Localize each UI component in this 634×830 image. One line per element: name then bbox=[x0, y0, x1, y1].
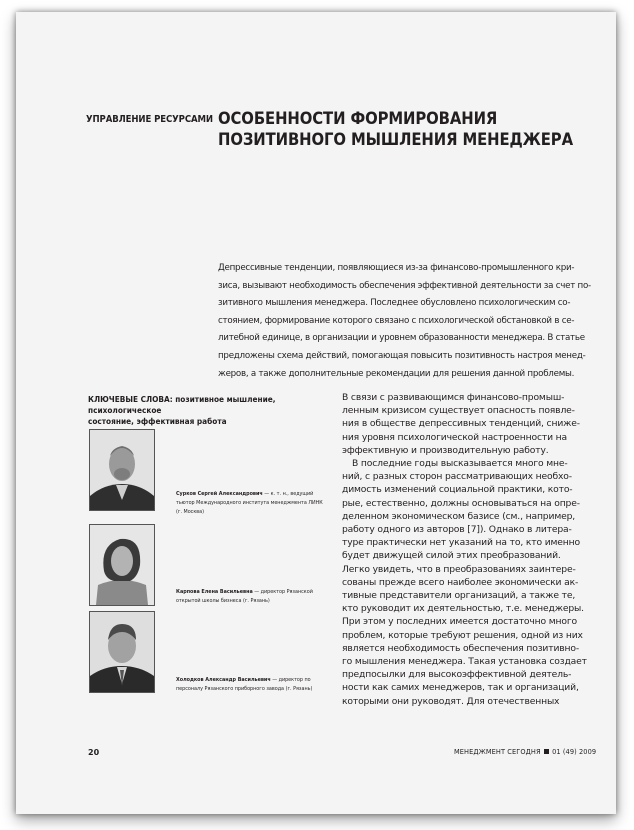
section-label: УПРАВЛЕНИЕ РЕСУРСАМИ bbox=[86, 114, 213, 125]
author-photo bbox=[89, 611, 155, 693]
abstract-line: литебной единице, в организации и уровнем образованности менеджера. В статье bbox=[218, 333, 585, 344]
body-line: Легко увидеть, что в преобразованиях заинтере- bbox=[342, 563, 576, 575]
body-line: работу одного из авторов [7]). Однако в литера- bbox=[342, 524, 572, 536]
author-name: Сурков Сергей Александрович bbox=[176, 491, 263, 497]
author-desc-line: открытой школы бизнеса (г. Рязань) bbox=[176, 598, 270, 604]
author-name: Карпова Елена Васильевна bbox=[176, 589, 253, 595]
author-photo bbox=[89, 524, 155, 606]
title-line: ПОЗИТИВНОГО МЫШЛЕНИЯ МЕНЕДЖЕРА bbox=[218, 130, 573, 149]
body-line: сованы прежде всего наиболее экономически ак- bbox=[342, 576, 579, 588]
journal-page bbox=[16, 12, 616, 814]
author-portrait-icon bbox=[90, 612, 154, 692]
body-line: которыми они руководят. Для отечественных bbox=[342, 695, 560, 707]
journal-name: МЕНЕДЖМЕНТ СЕГОДНЯ bbox=[454, 748, 541, 756]
body-line: го мышления менеджера. Такая установка создает bbox=[342, 656, 587, 668]
body-line: проблем, которые требуют решения, одной из них bbox=[342, 629, 583, 641]
body-line: тивные представители организаций, а также те, bbox=[342, 590, 576, 602]
author-info bbox=[176, 676, 346, 694]
author-desc-line: — директор по bbox=[270, 677, 311, 683]
author-desc-line: — к. т. н., ведущий bbox=[262, 491, 314, 497]
body-line: кто руководит их деятельностью, т.е. менеджеры. bbox=[342, 603, 584, 615]
abstract-line: предложены схема действий, помогающая повысить позитивность настроя менед- bbox=[218, 350, 586, 361]
journal-issue: 01 (49) 2009 bbox=[552, 748, 597, 756]
abstract bbox=[218, 260, 606, 383]
keywords bbox=[88, 394, 338, 427]
body-line: деленном экономическом базисе (см., например, bbox=[342, 510, 576, 522]
author-desc-line: тьютор Международного института менеджмента ЛИНК bbox=[176, 500, 323, 506]
abstract-line: стоянием, формирование которого связано с психологической обстановкой в се- bbox=[218, 315, 575, 326]
author-desc-line: — директор Рязанской bbox=[252, 589, 313, 595]
author-desc-line: персоналу Рязанского приборного завода (г. Рязань) bbox=[176, 686, 313, 692]
body-line: предпосылки для высокоэффективной деятель- bbox=[342, 669, 572, 681]
page-number: 20 bbox=[88, 748, 100, 757]
keywords-line: состояние, эффективная работа bbox=[88, 416, 227, 426]
author-info bbox=[176, 490, 346, 517]
author-portrait-icon bbox=[90, 430, 154, 510]
author-info bbox=[176, 588, 346, 606]
title-line: ОСОБЕННОСТИ ФОРМИРОВАНИЯ bbox=[218, 109, 498, 128]
body-line: В последние годы высказывается много мне- bbox=[352, 458, 568, 470]
body-line: димость изменений социальной практики, кото- bbox=[342, 484, 573, 496]
author-photo bbox=[89, 429, 155, 511]
body-line: ний, с разных сторон рассматривающих необхо- bbox=[342, 471, 572, 483]
body-line: ленным кризисом существует опасность появле- bbox=[342, 405, 575, 417]
journal-footer bbox=[454, 748, 596, 756]
article-body bbox=[342, 391, 604, 708]
body-line: ния уровня психологической настроенности на bbox=[342, 431, 568, 443]
body-line: ния в обществе депрессивных тенденций, сниже- bbox=[342, 418, 580, 430]
author-portrait-icon bbox=[90, 525, 154, 605]
body-line: При этом у последних имеется достаточно много bbox=[342, 616, 578, 628]
author-name: Холодков Александр Васильевич bbox=[176, 677, 271, 683]
body-line: является необходимость обеспечения позитивно- bbox=[342, 642, 580, 654]
body-line: эффективную и производительную работу. bbox=[342, 444, 549, 456]
keywords-line: КЛЮЧЕВЫЕ СЛОВА: позитивное мышление, психологическое bbox=[88, 394, 276, 415]
author-desc-line: (г. Москва) bbox=[176, 509, 204, 515]
abstract-line: зитивного мышления менеджера. Последнее обусловлено психологическим со- bbox=[218, 298, 571, 309]
abstract-line: Депрессивные тенденции, появляющиеся из-за финансово-промышленного кри- bbox=[218, 263, 575, 273]
square-bullet-icon bbox=[544, 749, 549, 754]
abstract-line: зиса, вызывают необходимость обеспечения эффективной деятельности за счет по- bbox=[218, 280, 591, 291]
abstract-line: жеров, а также дополнительные рекомендации для решения данной проблемы. bbox=[218, 368, 575, 379]
body-line: рые, естественно, должны основываться на опре- bbox=[342, 497, 580, 509]
body-line: будет движущей силой этих преобразований. bbox=[342, 550, 561, 562]
body-line: туре практически нет указаний на то, кто именно bbox=[342, 537, 580, 549]
body-line: ности как самих менеджеров, так и организаций, bbox=[342, 682, 579, 694]
body-line: В связи с развивающимся финансово-промыш- bbox=[342, 392, 565, 403]
article-title bbox=[218, 108, 608, 150]
